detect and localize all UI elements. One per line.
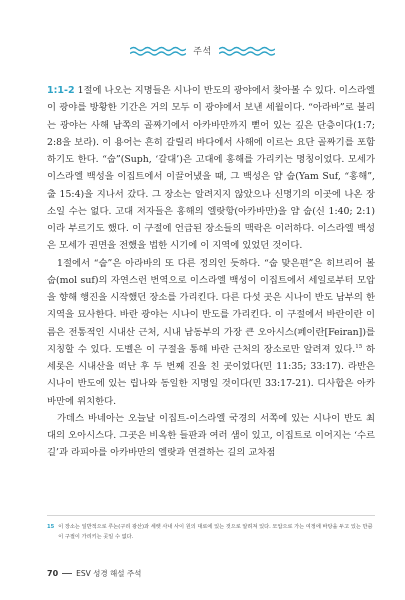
book-title: ESV 성경 해설 주석 (76, 569, 142, 578)
section-header (0, 44, 405, 57)
footnote (47, 522, 375, 542)
verse-reference: 1:1-2 (47, 85, 75, 96)
paragraph-1 (47, 82, 375, 255)
paragraph-2-text: 1절에서 “숩”은 아라바의 또 다른 정의인 듯하다. “숩 맞은편”은 히브리어 볼 숩(mol suf)의 자연스런 번역으로 이스라엘 백성이 이집트에서 세일로부터 모압을 향해 행진을 시작했던 장소를 가리킨다. 다른 다섯 곳은 시나이 반도 남부의 한 지역을 묘사한다. 바란 광야는 시나이 반도를 가리킨다. 이 구절에서 바란이란 이름은 전통적인 시내산 근처, 시내 남동부의 가장 큰 오아시스(페이란[Feiran])를 지칭할 수 있다. 도벨은 이 구절을 통해 바란 근처의 장소로만 알려져 있다. (47, 257, 375, 355)
wave-ornament-left-icon (130, 46, 186, 56)
footnote-divider (47, 515, 375, 516)
commentary-body (47, 82, 375, 462)
wave-ornament-right-icon (219, 46, 275, 56)
paragraph-2 (47, 255, 375, 410)
paragraph-3 (47, 410, 375, 462)
paragraph-3-text: 가데스 바네아는 오늘날 이집트-이스라엘 국경의 서쪽에 있는 시나이 반도 최대의 오아시스다. 그곳은 비옥한 들판과 여러 샘이 있고, 이집트로 이어지는 ‘수르 길’과 라피아를 아카바만의 엘랏과 연결하는 길의 교차점 (47, 412, 375, 459)
footer-divider (62, 573, 72, 574)
footnote-marker[interactable]: 15 (355, 343, 363, 350)
page-number: 70 (47, 569, 59, 578)
paragraph-1-text: 1절에 나오는 지명들은 시나이 반도의 광야에서 찾아볼 수 있다. 이스라엘이 광야를 방황한 기간은 거의 모두 이 광야에서 보낸 세월이다. “아라바”로 불리는 광야는 사해 남쪽의 골짜기에서 아카바만까지 뻗어 있는 깊은 단층이다(1:7; 2:8을 보라). 이 용어는 흔히 갈릴리 바다에서 사해에 이르는 요단 골짜기를 포함하기도 한다. “숩”(Suph, ‘갈대’)은 고대에 홍해를 가리키는 명칭이었다. 모세가 이스라엘 백성을 이집트에서 이끌어냈을 때, 그 백성은 얌 숩(Yam Suf, “홍해”, 출 15:4)을 지나서 갔다. 그 장소는 알려지지 않았으나 신명기의 이곳에 나온 장소일 수는 없다. 고대 저자들은 홍해의 엘랏항(아카바만)을 얌 숩(신 1:40; 2:1)이라 부르기도 했다. 이 구절에 언급된 장소들의 맥락은 이러하다. 이스라엘 백성은 모세가 권면을 전했을 법한 시기에 이 지역에 있었던 것이다. (47, 85, 375, 252)
page-footer (47, 568, 141, 579)
footnote-number: 15 (47, 524, 55, 530)
paragraph-2-text-continued: 하세롯은 시내산을 떠난 후 두 번째 진을 친 곳이었다(민 11:35; 33:17). 라반은 시나이 반도에 있는 립나와 동일한 지명일 것이다(민 33:17-21). 디사합은 아카바만에 위치한다. (47, 343, 375, 407)
section-title: 주석 (193, 47, 212, 57)
footnote-text: 이 장소는 일반적으로 루논(구리 광산)과 세렛 사내 사이 원의 대로에 있는 것으로 알려져 있다. 모압으로 가는 여정에 바탕을 두고 있는 만큼 이 구절이 가리키는 곳일 수 없다. (58, 524, 373, 540)
